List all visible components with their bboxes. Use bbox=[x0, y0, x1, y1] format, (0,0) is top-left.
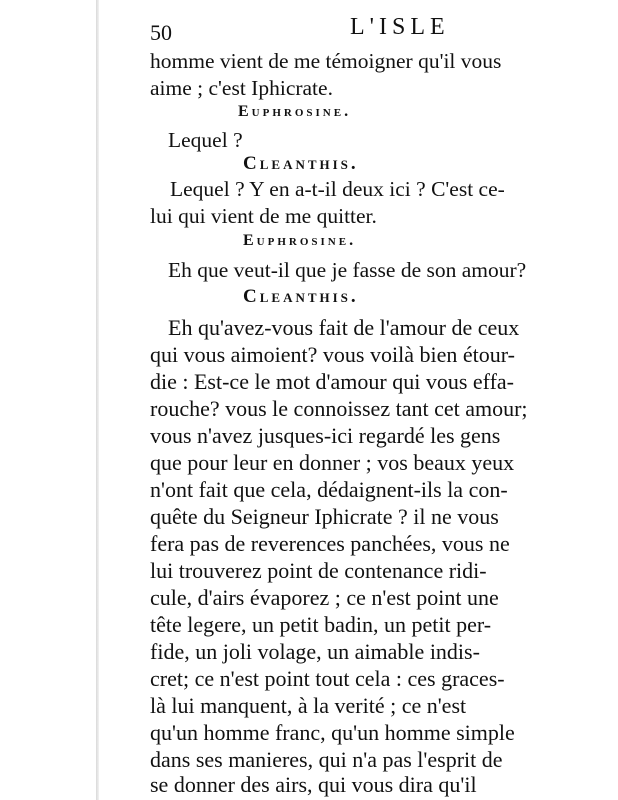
text-line: se donner des airs, qui vous dira qu'il bbox=[150, 772, 477, 797]
speaker-heading: Euphrosine. bbox=[238, 103, 352, 120]
text-line: fera pas de reverences panchées, vous ne bbox=[150, 531, 510, 556]
text-line: die : Est-ce le mot d'amour qui vous effa- bbox=[150, 369, 515, 394]
text-line: cret; ce n'est point tout cela : ces graces- bbox=[150, 666, 505, 691]
page-gutter bbox=[96, 0, 99, 800]
speaker-heading: Cleanthis. bbox=[243, 153, 359, 174]
text-line: lui qui vient de me quitter. bbox=[150, 204, 377, 228]
text-line: dans ses manieres, qui n'a pas l'esprit de bbox=[150, 747, 503, 772]
text-line: qu'un homme franc, qu'un homme simple bbox=[150, 720, 515, 745]
text-line: Lequel ? Y en a-t-il deux ici ? C'est ce- bbox=[170, 177, 505, 201]
page-number: 50 bbox=[150, 20, 172, 45]
text-line: cule, d'airs évaporez ; ce n'est point une bbox=[150, 585, 499, 610]
text-line: homme vient de me témoigner qu'il vous bbox=[150, 49, 502, 73]
running-head: L'ISLE bbox=[350, 14, 450, 40]
text-line: quête du Seigneur Iphicrate ? il ne vous bbox=[150, 504, 499, 529]
text-line: rouche? vous le connoissez tant cet amour; bbox=[150, 396, 528, 421]
text-line: lui trouverez point de contenance ridi- bbox=[150, 558, 487, 583]
page-header bbox=[150, 14, 510, 44]
speaker-heading: Cleanthis. bbox=[243, 286, 359, 307]
text-line: fide, un joli volage, un aimable indis- bbox=[150, 639, 480, 664]
text-line: aime ; c'est Iphicrate. bbox=[150, 76, 333, 100]
text-line: Lequel ? bbox=[168, 128, 243, 152]
text-line: Eh que veut-il que je fasse de son amour? bbox=[168, 258, 527, 282]
text-line: n'ont fait que cela, dédaignent-ils la con- bbox=[150, 477, 508, 502]
speaker-heading: Euphrosine. bbox=[243, 232, 357, 249]
text-line: vous n'avez jusques-ici regardé les gens bbox=[150, 423, 501, 448]
text-line: là lui manquent, à la verité ; ce n'est bbox=[150, 693, 467, 718]
text-line: tête legere, un petit badin, un petit per- bbox=[150, 612, 492, 637]
text-line: Eh qu'avez-vous fait de l'amour de ceux bbox=[168, 315, 520, 340]
text-line: que pour leur en donner ; vos beaux yeux bbox=[150, 450, 515, 475]
text-line: qui vous aimoient? vous voilà bien étour- bbox=[150, 342, 515, 367]
